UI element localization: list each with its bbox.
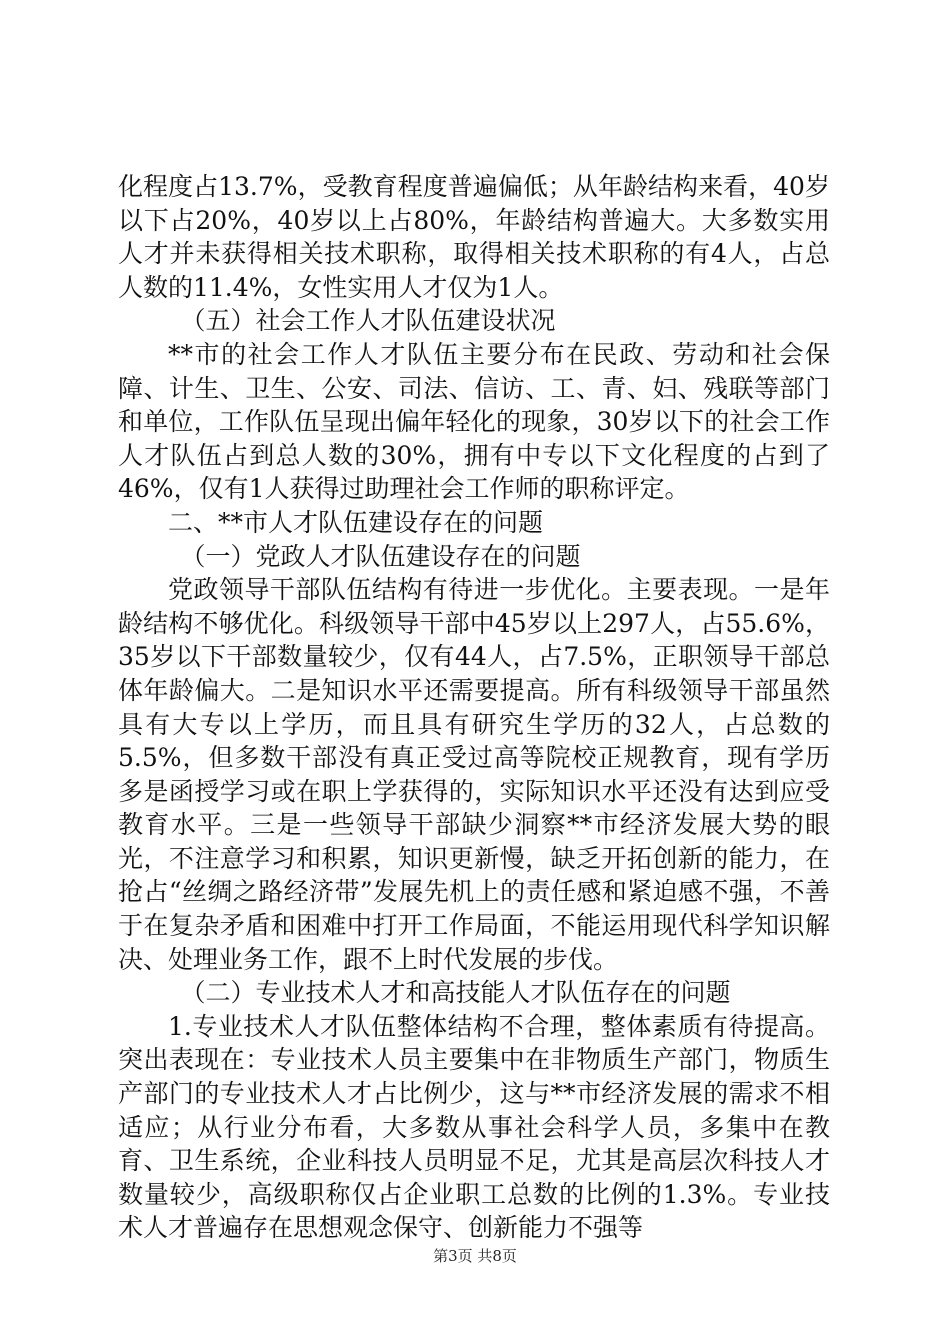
page-number-footer: 第3页 共8页 — [433, 1247, 517, 1265]
subsection-heading-party-talent: （一）党政人才队伍建设存在的问题 — [180, 541, 581, 571]
section-heading-social-work: （五）社会工作人才队伍建设状况 — [180, 306, 556, 336]
paragraph-party-talent: 党政领导干部队伍结构有待进一步优化。主要表现。一是年龄结构不够优化。科级领导干部中45岁以上297人，占55.6%，35岁以下干部数量较少，仅有44人，占7.5%，正职领导干部总体年龄偏大。二是知识水平还需要提高。所有科级领导干部虽然具有大专以上学历，而且具有研究生学历的32人，占总数的5.5%，但多数干部没有真正受过高等院校正规教育，现有学历多是函授学习或在职上学获得的，实际知识水平还没有达到应受教育水平。三是一些领导干部缺少洞察**市经济发展大势的眼光，不注意学习和积累，知识更新慢，缺乏开拓创新的能力，在抢占“丝绸之路经济带”发展先机上的责任感和紧迫感不强，不善于在复杂矛盾和困难中打开工作局面，不能运用现代科学知识解决、处理业务工作，跟不上时代发展的步伐。 — [118, 575, 830, 974]
section-heading-problems: 二、**市人才队伍建设存在的问题 — [168, 507, 544, 537]
document-body — [118, 170, 830, 1245]
paragraph-education-age: 化程度占13.7%，受教育程度普遍偏低；从年龄结构来看，40岁以下占20%，40岁以上占80%，年龄结构普遍大。大多数实用人才并未获得相关技术职称，取得相关技术职称的有4人，占总人数的11.4%，女性实用人才仅为1人。 — [118, 172, 830, 302]
paragraph-technical-talent: 1.专业技术人才队伍整体结构不合理，整体素质有待提高。突出表现在：专业技术人员主要集中在非物质生产部门，物质生产部门的专业技术人才占比例少，这与**市经济发展的需求不相适应；从行业分布看，大多数从事社会科学人员，多集中在教育、卫生系统，企业科技人员明显不足，尤其是高层次科技人才数量较少，高级职称仅占企业职工总数的比例的1.3%。专业技术人才普遍存在思想观念保守、创新能力不强等 — [118, 1011, 830, 1243]
subsection-heading-technical-talent: （二）专业技术人才和高技能人才队伍存在的问题 — [180, 978, 731, 1008]
paragraph-social-work: **市的社会工作人才队伍主要分布在民政、劳动和社会保障、计生、卫生、公安、司法、信访、工、青、妇、残联等部门和单位，工作队伍呈现出偏年轻化的现象，30岁以下的社会工作人才队伍占到总人数的30%，拥有中专以下文化程度的占到了46%，仅有1人获得过助理社会工作师的职称评定。 — [118, 339, 830, 504]
